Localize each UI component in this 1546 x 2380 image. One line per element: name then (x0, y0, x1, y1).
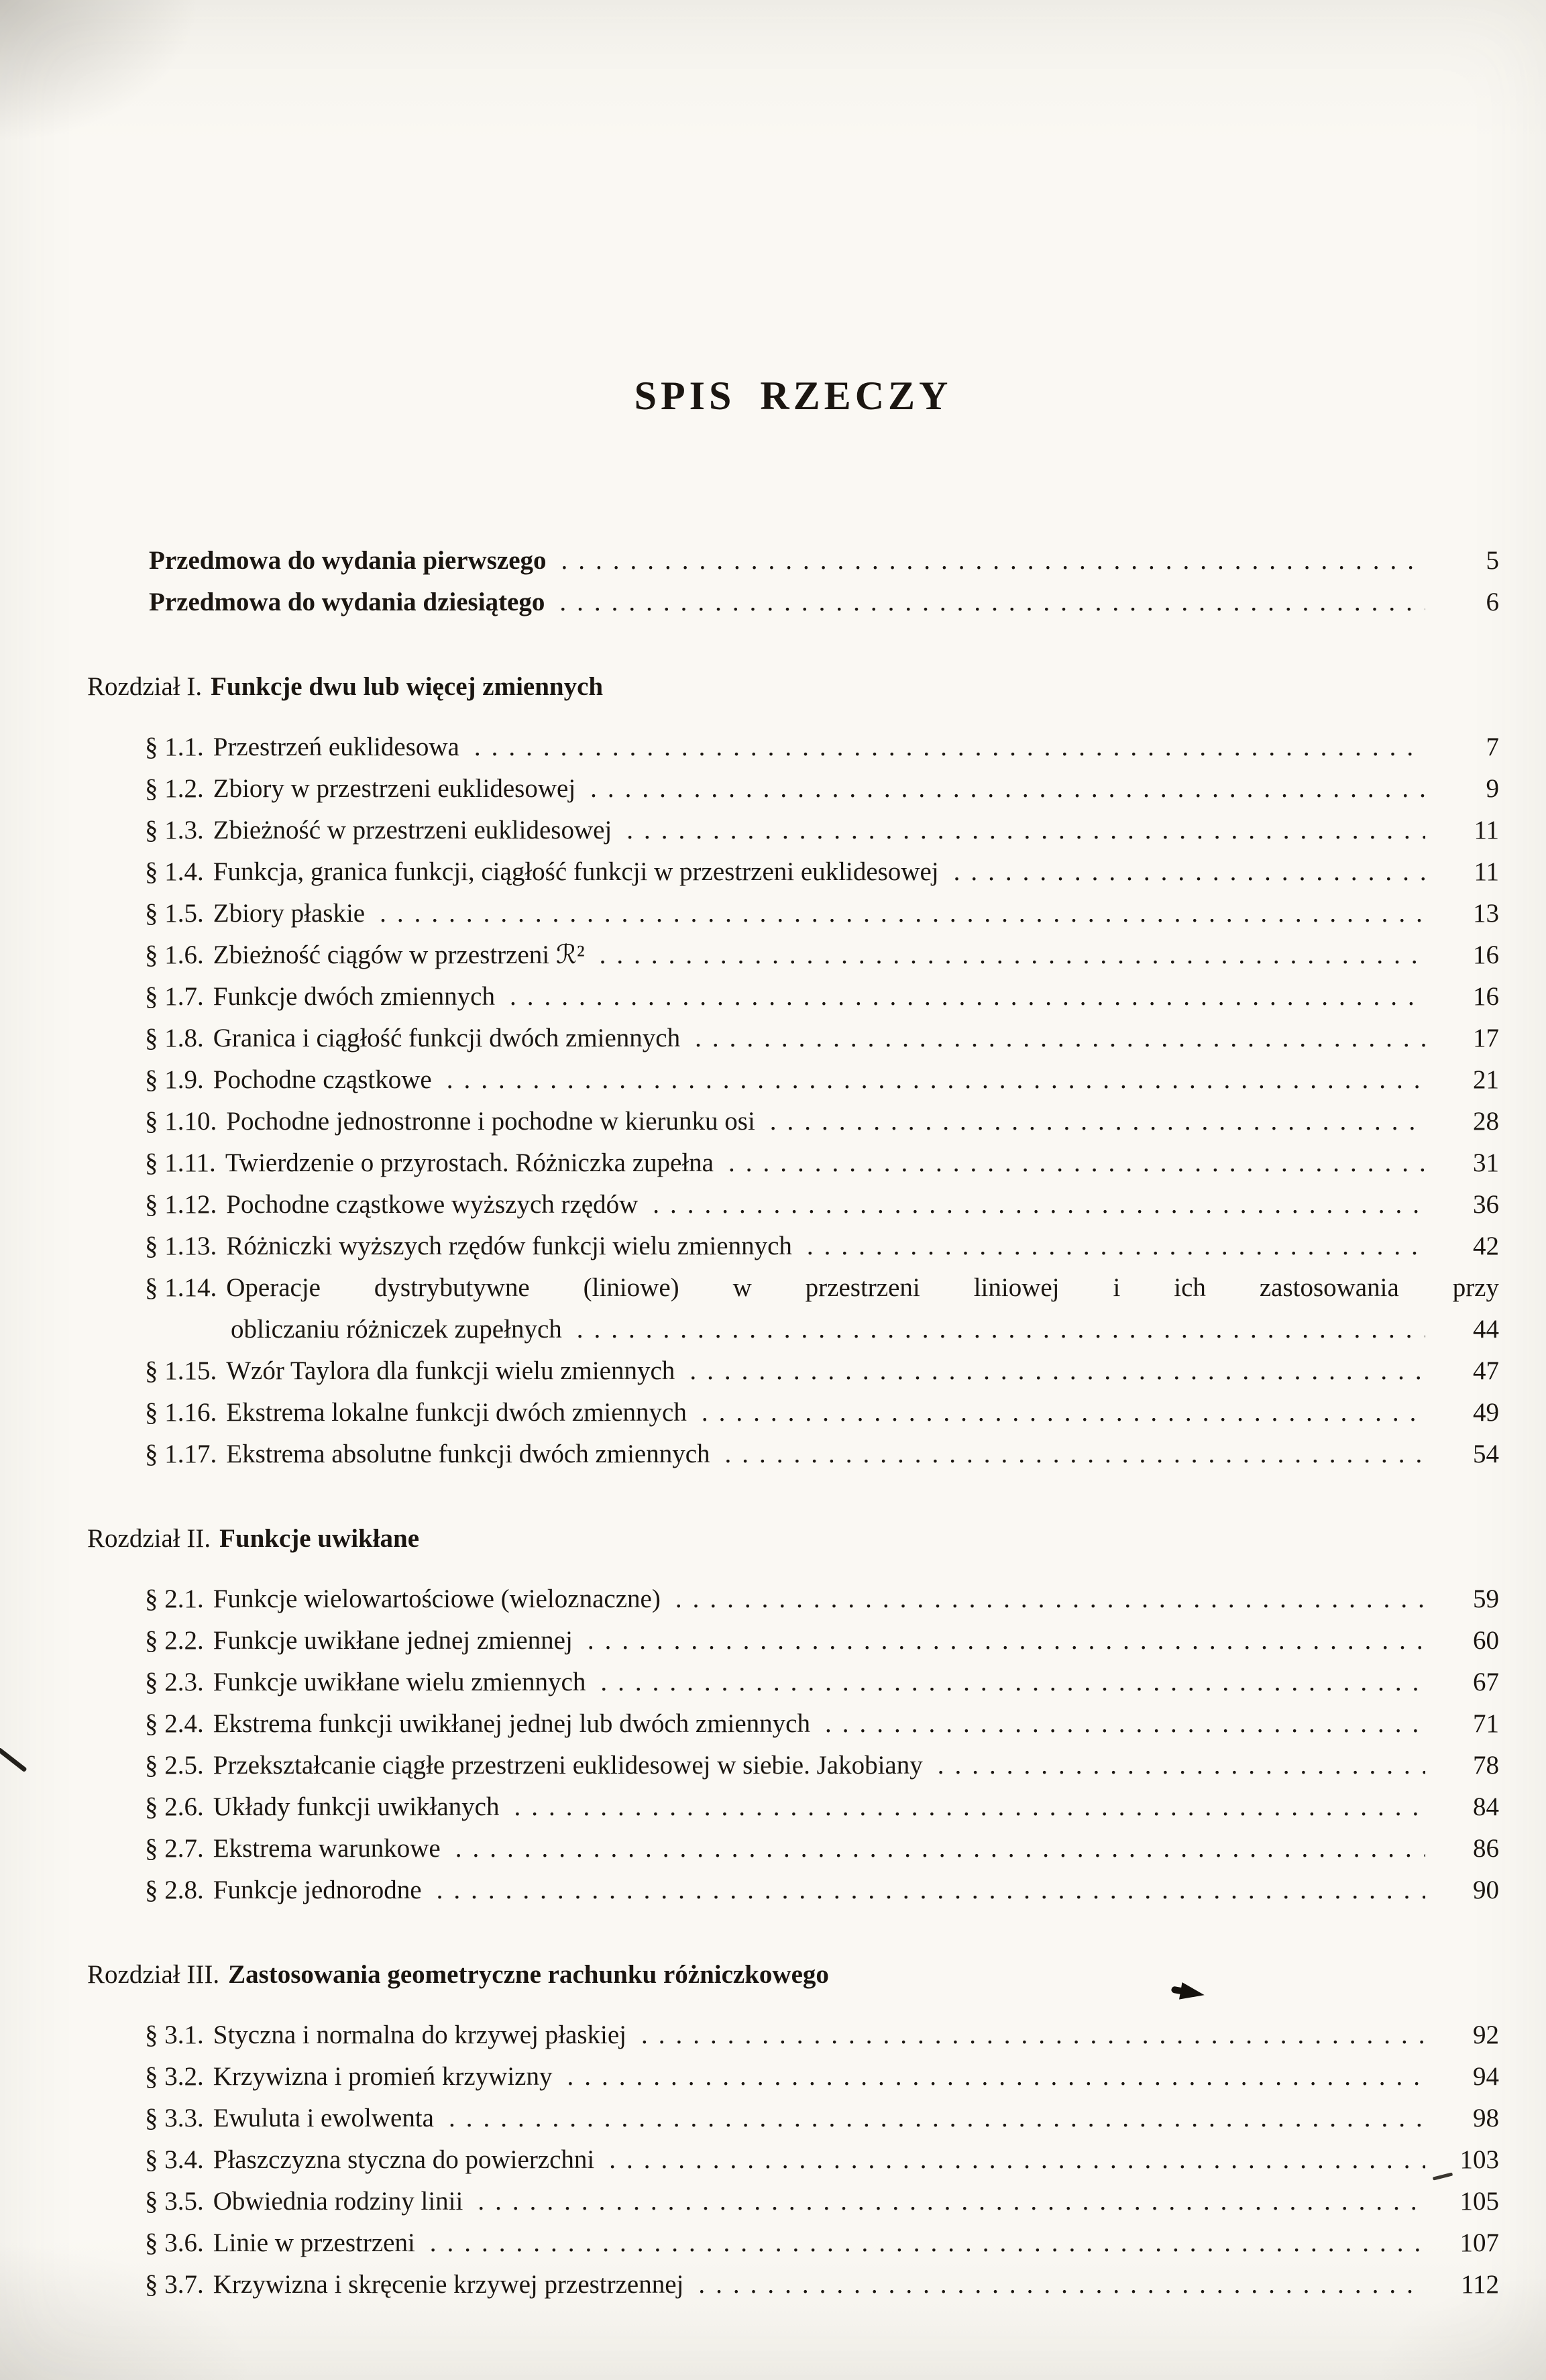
toc-entry (145, 2056, 1499, 2098)
page-number: 60 (1473, 1626, 1499, 1655)
chapter-heading (87, 1954, 1499, 1996)
section-number: § 1.5. (145, 899, 204, 928)
dot-leader (561, 540, 1425, 582)
section-number: § 2.2. (145, 1626, 204, 1655)
dot-leader (380, 893, 1425, 934)
entry-title: Ewuluta i ewolwenta (213, 2104, 434, 2132)
toc-entry (145, 1226, 1499, 1267)
entry-title: Funkcja, granica funkcji, ciągłość funkcji w przestrzeni euklidesowej (213, 857, 939, 886)
dot-leader (689, 1350, 1425, 1392)
toc-entry (145, 2014, 1499, 2056)
dot-leader (725, 1434, 1425, 1475)
section-number: § 3.2. (145, 2062, 204, 2091)
page-number: 13 (1473, 899, 1499, 928)
chapter-section (87, 1518, 1499, 1911)
page-number: 49 (1473, 1398, 1499, 1427)
page-number: 103 (1459, 2145, 1499, 2174)
entry-title: Granica i ciągłość funkcji dwóch zmiennych (213, 1024, 681, 1052)
entry-title: Funkcje dwóch zmiennych (213, 982, 495, 1011)
chapter-number: Rozdział I. (87, 672, 203, 701)
page-number: 5 (1486, 546, 1499, 575)
toc-entry (145, 1267, 1499, 1309)
page-number: 9 (1486, 774, 1499, 803)
chapter-entries (145, 2014, 1499, 2306)
entry-title: Funkcje jednorodne (213, 1876, 422, 1904)
toc-entry (145, 1392, 1499, 1434)
entry-title: Linie w przestrzeni (213, 2228, 415, 2257)
section-number: § 1.17. (145, 1440, 217, 1468)
toc-entry (145, 976, 1499, 1018)
page-number: 98 (1473, 2104, 1499, 2132)
toc-entry (145, 726, 1499, 768)
toc-entry (145, 1350, 1499, 1392)
toc-entry (145, 1578, 1499, 1620)
page-number: 90 (1473, 1876, 1499, 1904)
entry-title: Styczna i normalna do krzywej płaskiej (213, 2020, 626, 2049)
dot-leader (577, 1309, 1425, 1350)
section-number: § 1.14. (145, 1273, 217, 1302)
section-number: § 2.3. (145, 1668, 204, 1696)
entry-title: Wzór Taylora dla funkcji wielu zmiennych (226, 1356, 675, 1385)
section-number: § 1.9. (145, 1065, 204, 1094)
toc-entry (145, 1101, 1499, 1142)
entry-title: Zbieżność ciągów w przestrzeni ℛ² (213, 940, 585, 969)
section-number: § 1.15. (145, 1356, 217, 1385)
page-number: 21 (1473, 1065, 1499, 1094)
section-number: § 2.1. (145, 1584, 204, 1613)
toc-entry (145, 1018, 1499, 1059)
dot-leader (478, 2181, 1425, 2222)
page-number: 42 (1473, 1232, 1499, 1260)
dot-leader (695, 1018, 1425, 1059)
page-number: 16 (1473, 940, 1499, 969)
dot-leader (702, 1392, 1425, 1434)
section-number: § 3.4. (145, 2145, 204, 2174)
chapter-number: Rozdział III. (87, 1960, 220, 1989)
toc-entry (145, 768, 1499, 810)
dot-leader (641, 2014, 1425, 2056)
scan-mark-left-edge (0, 1747, 27, 1773)
toc-entry (145, 1828, 1499, 1870)
dot-leader (455, 1828, 1425, 1870)
section-number: § 1.10. (145, 1107, 217, 1136)
toc-entry (145, 810, 1499, 851)
toc-entry (145, 934, 1499, 976)
toc-entry (145, 851, 1499, 893)
dot-leader (588, 1620, 1425, 1662)
page-number: 36 (1473, 1190, 1499, 1219)
section-number: § 1.1. (145, 733, 204, 761)
page-title: SPIS RZECZY (634, 374, 952, 418)
entry-title: Przedmowa do wydania dziesiątego (149, 588, 545, 616)
toc-entry (145, 1434, 1499, 1475)
dot-leader (590, 768, 1425, 810)
section-number: § 2.4. (145, 1709, 204, 1738)
chapters (87, 666, 1499, 2306)
entry-title: Funkcje uwikłane wielu zmiennych (213, 1668, 586, 1696)
dot-leader (770, 1101, 1425, 1142)
section-number: § 1.11. (145, 1148, 216, 1177)
frontmatter-entry (149, 582, 1499, 623)
section-number: § 2.6. (145, 1792, 204, 1821)
section-number: § 1.6. (145, 940, 204, 969)
toc-entry (145, 1786, 1499, 1828)
page-number: 92 (1473, 2020, 1499, 2049)
toc-entry (145, 1745, 1499, 1786)
dot-leader (437, 1870, 1425, 1911)
page-number: 17 (1473, 1024, 1499, 1052)
chapter-section (87, 666, 1499, 1475)
dot-leader (447, 1059, 1425, 1101)
entry-title: Twierdzenie o przyrostach. Różniczka zupełna (225, 1148, 714, 1177)
section-number: § 3.7. (145, 2270, 204, 2299)
page-number: 78 (1473, 1751, 1499, 1780)
chapter-title: Funkcje dwu lub więcej zmiennych (211, 672, 604, 701)
entry-title: Różniczki wyższych rzędów funkcji wielu zmiennych (226, 1232, 792, 1260)
toc-entry (145, 1620, 1499, 1662)
dot-leader (675, 1578, 1425, 1620)
toc-entry (145, 2139, 1499, 2181)
page-number: 54 (1473, 1440, 1499, 1468)
page-number: 28 (1473, 1107, 1499, 1136)
entry-title: Krzywizna i skręcenie krzywej przestrzennej (213, 2270, 684, 2299)
entry-title: Pochodne cząstkowe (213, 1065, 432, 1094)
page-number: 105 (1459, 2187, 1499, 2216)
entry-title: Operacje dystrybutywne (liniowe) w przestrzeni liniowej i ich zastosowania przy (226, 1273, 1499, 1302)
entry-title: Pochodne jednostronne i pochodne w kierunku osi (226, 1107, 755, 1136)
entry-title: Ekstrema funkcji uwikłanej jednej lub dwóch zmiennych (213, 1709, 810, 1738)
toc-entry (145, 2264, 1499, 2306)
section-number: § 3.5. (145, 2187, 204, 2216)
page-number: 67 (1473, 1668, 1499, 1696)
dot-leader (626, 810, 1425, 851)
toc-entry (145, 1142, 1499, 1184)
dot-leader (728, 1142, 1425, 1184)
section-number: § 1.12. (145, 1190, 217, 1219)
section-number: § 3.6. (145, 2228, 204, 2257)
dot-leader (600, 934, 1425, 976)
entry-title: Ekstrema absolutne funkcji dwóch zmiennych (226, 1440, 710, 1468)
dot-leader (474, 726, 1425, 768)
section-number: § 1.8. (145, 1024, 204, 1052)
chapter-title: Funkcje uwikłane (219, 1524, 420, 1553)
entry-title: Zbieżność w przestrzeni euklidesowej (213, 816, 612, 845)
entry-title: Pochodne cząstkowe wyższych rzędów (226, 1190, 639, 1219)
page-number: 7 (1486, 733, 1499, 761)
dot-leader (510, 976, 1425, 1018)
entry-title: Obwiednia rodziny linii (213, 2187, 463, 2216)
dot-leader (653, 1184, 1425, 1226)
entry-title: Zbiory w przestrzeni euklidesowej (213, 774, 576, 803)
entry-title: obliczaniu różniczek zupełnych (231, 1315, 562, 1344)
page-number: 47 (1473, 1356, 1499, 1385)
toc-entry-continuation (145, 1309, 1499, 1350)
entry-title: Ekstrema lokalne funkcji dwóch zmiennych (226, 1398, 687, 1427)
chapter-heading (87, 666, 1499, 708)
entry-title: Przedmowa do wydania pierwszego (149, 546, 547, 575)
dot-leader (449, 2098, 1425, 2139)
dot-leader (600, 1662, 1425, 1703)
page-number: 11 (1474, 857, 1499, 886)
chapter-section (87, 1954, 1499, 2306)
chapter-number: Rozdział II. (87, 1524, 211, 1553)
entry-title: Funkcje wielowartościowe (wieloznaczne) (213, 1584, 661, 1613)
dot-leader (807, 1226, 1425, 1267)
section-number: § 3.3. (145, 2104, 204, 2132)
chapter-entries (145, 1578, 1499, 1911)
toc-entry (145, 1059, 1499, 1101)
dot-leader (609, 2139, 1425, 2181)
section-number: § 2.8. (145, 1876, 204, 1904)
toc-content (87, 373, 1499, 2306)
dot-leader (825, 1703, 1425, 1745)
dot-leader (567, 2056, 1426, 2098)
entry-title: Krzywizna i promień krzywizny (213, 2062, 553, 2091)
section-number: § 1.13. (145, 1232, 217, 1260)
section-number: § 3.1. (145, 2020, 204, 2049)
page-number: 71 (1473, 1709, 1499, 1738)
entry-title: Zbiory płaskie (213, 899, 366, 928)
entry-title: Przestrzeń euklidesowa (213, 733, 459, 761)
page-number: 11 (1474, 816, 1499, 845)
chapter-entries (145, 726, 1499, 1475)
toc-entry (145, 1184, 1499, 1226)
entry-title: Układy funkcji uwikłanych (213, 1792, 500, 1821)
toc-entry (145, 893, 1499, 934)
dot-leader (698, 2264, 1425, 2306)
dot-leader (938, 1745, 1425, 1786)
section-number: § 1.7. (145, 982, 204, 1011)
page-number: 31 (1473, 1148, 1499, 1177)
entry-title: Funkcje uwikłane jednej zmiennej (213, 1626, 573, 1655)
entry-title: Ekstrema warunkowe (213, 1834, 441, 1863)
toc-entry (145, 1662, 1499, 1703)
dot-leader (514, 1786, 1425, 1828)
section-number: § 1.3. (145, 816, 204, 845)
section-number: § 2.5. (145, 1751, 204, 1780)
page-number: 107 (1459, 2228, 1499, 2257)
page-number: 84 (1473, 1792, 1499, 1821)
toc-entry (145, 2098, 1499, 2139)
page-number: 94 (1473, 2062, 1499, 2091)
section-number: § 1.4. (145, 857, 204, 886)
frontmatter (149, 540, 1499, 623)
page-number: 112 (1460, 2270, 1499, 2299)
toc-entry (145, 1703, 1499, 1745)
dot-leader (559, 582, 1425, 623)
dot-leader (430, 2222, 1425, 2264)
chapter-heading (87, 1518, 1499, 1560)
entry-title: Płaszczyzna styczna do powierzchni (213, 2145, 595, 2174)
frontmatter-entry (149, 540, 1499, 582)
toc-entry (145, 2181, 1499, 2222)
section-number: § 1.16. (145, 1398, 217, 1427)
entry-title: Przekształcanie ciągłe przestrzeni euklidesowej w siebie. Jakobiany (213, 1751, 923, 1780)
section-number: § 2.7. (145, 1834, 204, 1863)
page-number: 16 (1473, 982, 1499, 1011)
page-number: 59 (1473, 1584, 1499, 1613)
section-number: § 1.2. (145, 774, 204, 803)
toc-entry (145, 2222, 1499, 2264)
page-number: 6 (1486, 588, 1499, 616)
chapter-title: Zastosowania geometryczne rachunku różniczkowego (228, 1960, 829, 1989)
page-number: 44 (1473, 1315, 1499, 1344)
toc-entry (145, 1870, 1499, 1911)
dot-leader (954, 851, 1425, 893)
page-number: 86 (1473, 1834, 1499, 1863)
